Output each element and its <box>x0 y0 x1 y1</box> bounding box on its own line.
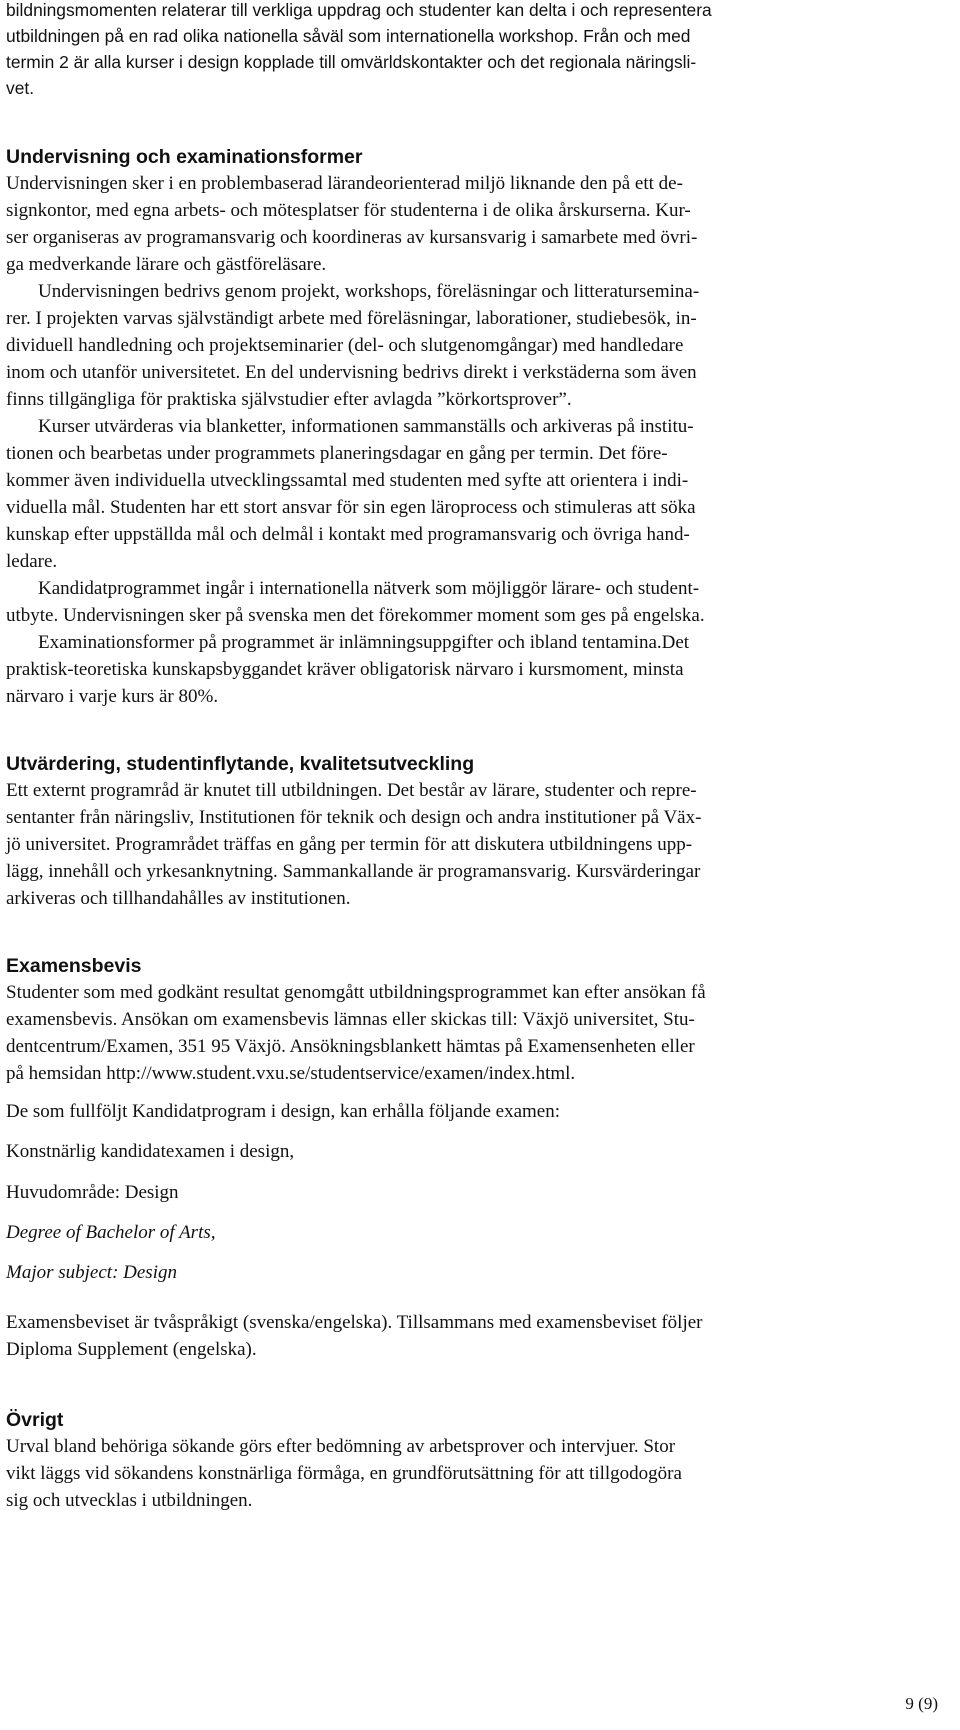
body-line: Diploma Supplement (engelska). <box>6 1339 257 1360</box>
body-line: vikt läggs vid sökandens konstnärliga förmåga, en grundförutsättning för att tillgodogöra <box>6 1463 682 1484</box>
degree-name-sv: Konstnärlig kandidatexamen i design, <box>6 1141 295 1162</box>
body-line: ledare. <box>6 551 58 572</box>
intro-line: vet. <box>6 78 35 98</box>
major-subject-en: Major subject: Design <box>6 1262 177 1283</box>
major-subject-sv: Huvudområde: Design <box>6 1182 179 1203</box>
body-line: närvaro i varje kurs är 80%. <box>6 686 219 707</box>
body-line: viduella mål. Studenten har ett stort ansvar för sin egen läroprocess och stimuleras att söka <box>6 497 696 518</box>
body-line: ga medverkande lärare och gästföreläsare. <box>6 254 327 275</box>
body-line: rer. I projekten varvas självständigt arbete med föreläsningar, laborationer, studiebesök, in- <box>6 308 697 329</box>
body-line: Undervisningen bedrivs genom projekt, workshops, föreläsningar och litteratursemina- <box>38 281 700 302</box>
degree-intro-line: De som fullföljt Kandidatprogram i design, kan erhålla följande examen: <box>6 1101 560 1122</box>
body-line: ser organiseras av programansvarig och koordineras av kursansvarig i samarbete med övri- <box>6 227 698 248</box>
heading-undervisning: Undervisning och examinationsformer <box>6 146 363 168</box>
body-line: utbyte. Undervisningen sker på svenska men det förekommer moment som ges på engelska. <box>6 605 705 626</box>
body-line: sig och utvecklas i utbildningen. <box>6 1490 253 1511</box>
body-line: praktisk-teoretiska kunskapsbyggandet kräver obligatorisk närvaro i kursmoment, minsta <box>6 659 684 680</box>
body-line: signkontor, med egna arbets- och mötesplatser för studenterna i de olika årskurserna. Kur- <box>6 200 691 221</box>
body-line: examensbevis. Ansökan om examensbevis lämnas eller skickas till: Växjö universitet, Stu- <box>6 1009 695 1030</box>
intro-line: termin 2 är alla kurser i design kopplade till omvärldskontakter och det regionala näringsli- <box>6 52 697 72</box>
degree-name-en: Degree of Bachelor of Arts, <box>6 1222 216 1243</box>
body-line: jö universitet. Programrådet träffas en gång per termin för att diskutera utbildningens upp- <box>6 834 693 855</box>
body-line: Ett externt programråd är knutet till utbildningen. Det består av lärare, studenter och repre- <box>6 780 697 801</box>
body-line: sentanter från näringsliv, Institutionen för teknik och design och andra institutioner på Väx- <box>6 807 702 828</box>
body-line: på hemsidan http://www.student.vxu.se/studentservice/examen/index.html. <box>6 1063 576 1084</box>
body-line: Urval bland behöriga sökande görs efter bedömning av arbetsprover och intervjuer. Stor <box>6 1436 676 1457</box>
body-line: Undervisningen sker i en problembaserad lärandeorienterad miljö liknande den på ett de- <box>6 173 683 194</box>
body-line: Kandidatprogrammet ingår i internationella nätverk som möjliggör lärare- och student- <box>38 578 700 599</box>
body-line: dividuell handledning och projektseminarier (del- och slutgenomgångar) med handledare <box>6 335 684 356</box>
intro-line: utbildningen på en rad olika nationella såväl som internationella workshop. Från och med <box>6 26 691 46</box>
body-line: kommer även individuella utvecklingssamtal med studenten med syfte att orientera i indi- <box>6 470 689 491</box>
body-line: arkiveras och tillhandahålles av institutionen. <box>6 888 351 909</box>
body-line: inom och utanför universitetet. En del undervisning bedrivs direkt i verkstäderna som även <box>6 362 697 383</box>
heading-utvardering: Utvärdering, studentinflytande, kvalitetsutveckling <box>6 753 475 775</box>
body-line: Studenter som med godkänt resultat genomgått utbildningsprogrammet kan efter ansökan få <box>6 982 706 1003</box>
intro-line: bildningsmomenten relaterar till verkliga uppdrag och studenter kan delta i och representera <box>6 0 712 20</box>
body-line: lägg, innehåll och yrkesanknytning. Sammankallande är programansvarig. Kursvärderingar <box>6 861 701 882</box>
body-line: tionen och bearbetas under programmets planeringsdagar en gång per termin. Det före- <box>6 443 668 464</box>
heading-examensbevis: Examensbevis <box>6 955 142 977</box>
body-line: dentcentrum/Examen, 351 95 Växjö. Ansökningsblankett hämtas på Examensenheten eller <box>6 1036 695 1057</box>
body-line: kunskap efter uppställda mål och delmål i kontakt med programansvarig och övriga hand- <box>6 524 690 545</box>
body-line: Kurser utvärderas via blanketter, informationen sammanställs och arkiveras på institu- <box>38 416 694 437</box>
body-line: Examensbeviset är tvåspråkigt (svenska/engelska). Tillsammans med examensbeviset följer <box>6 1312 703 1333</box>
body-line: finns tillgängliga för praktiska självstudier efter avlagda ”körkortsprover”. <box>6 389 572 410</box>
body-line: Examinationsformer på programmet är inlämningsuppgifter och ibland tentamina.Det <box>38 632 690 653</box>
heading-ovrigt: Övrigt <box>6 1409 64 1431</box>
page-number: 9 (9) <box>905 1694 938 1713</box>
